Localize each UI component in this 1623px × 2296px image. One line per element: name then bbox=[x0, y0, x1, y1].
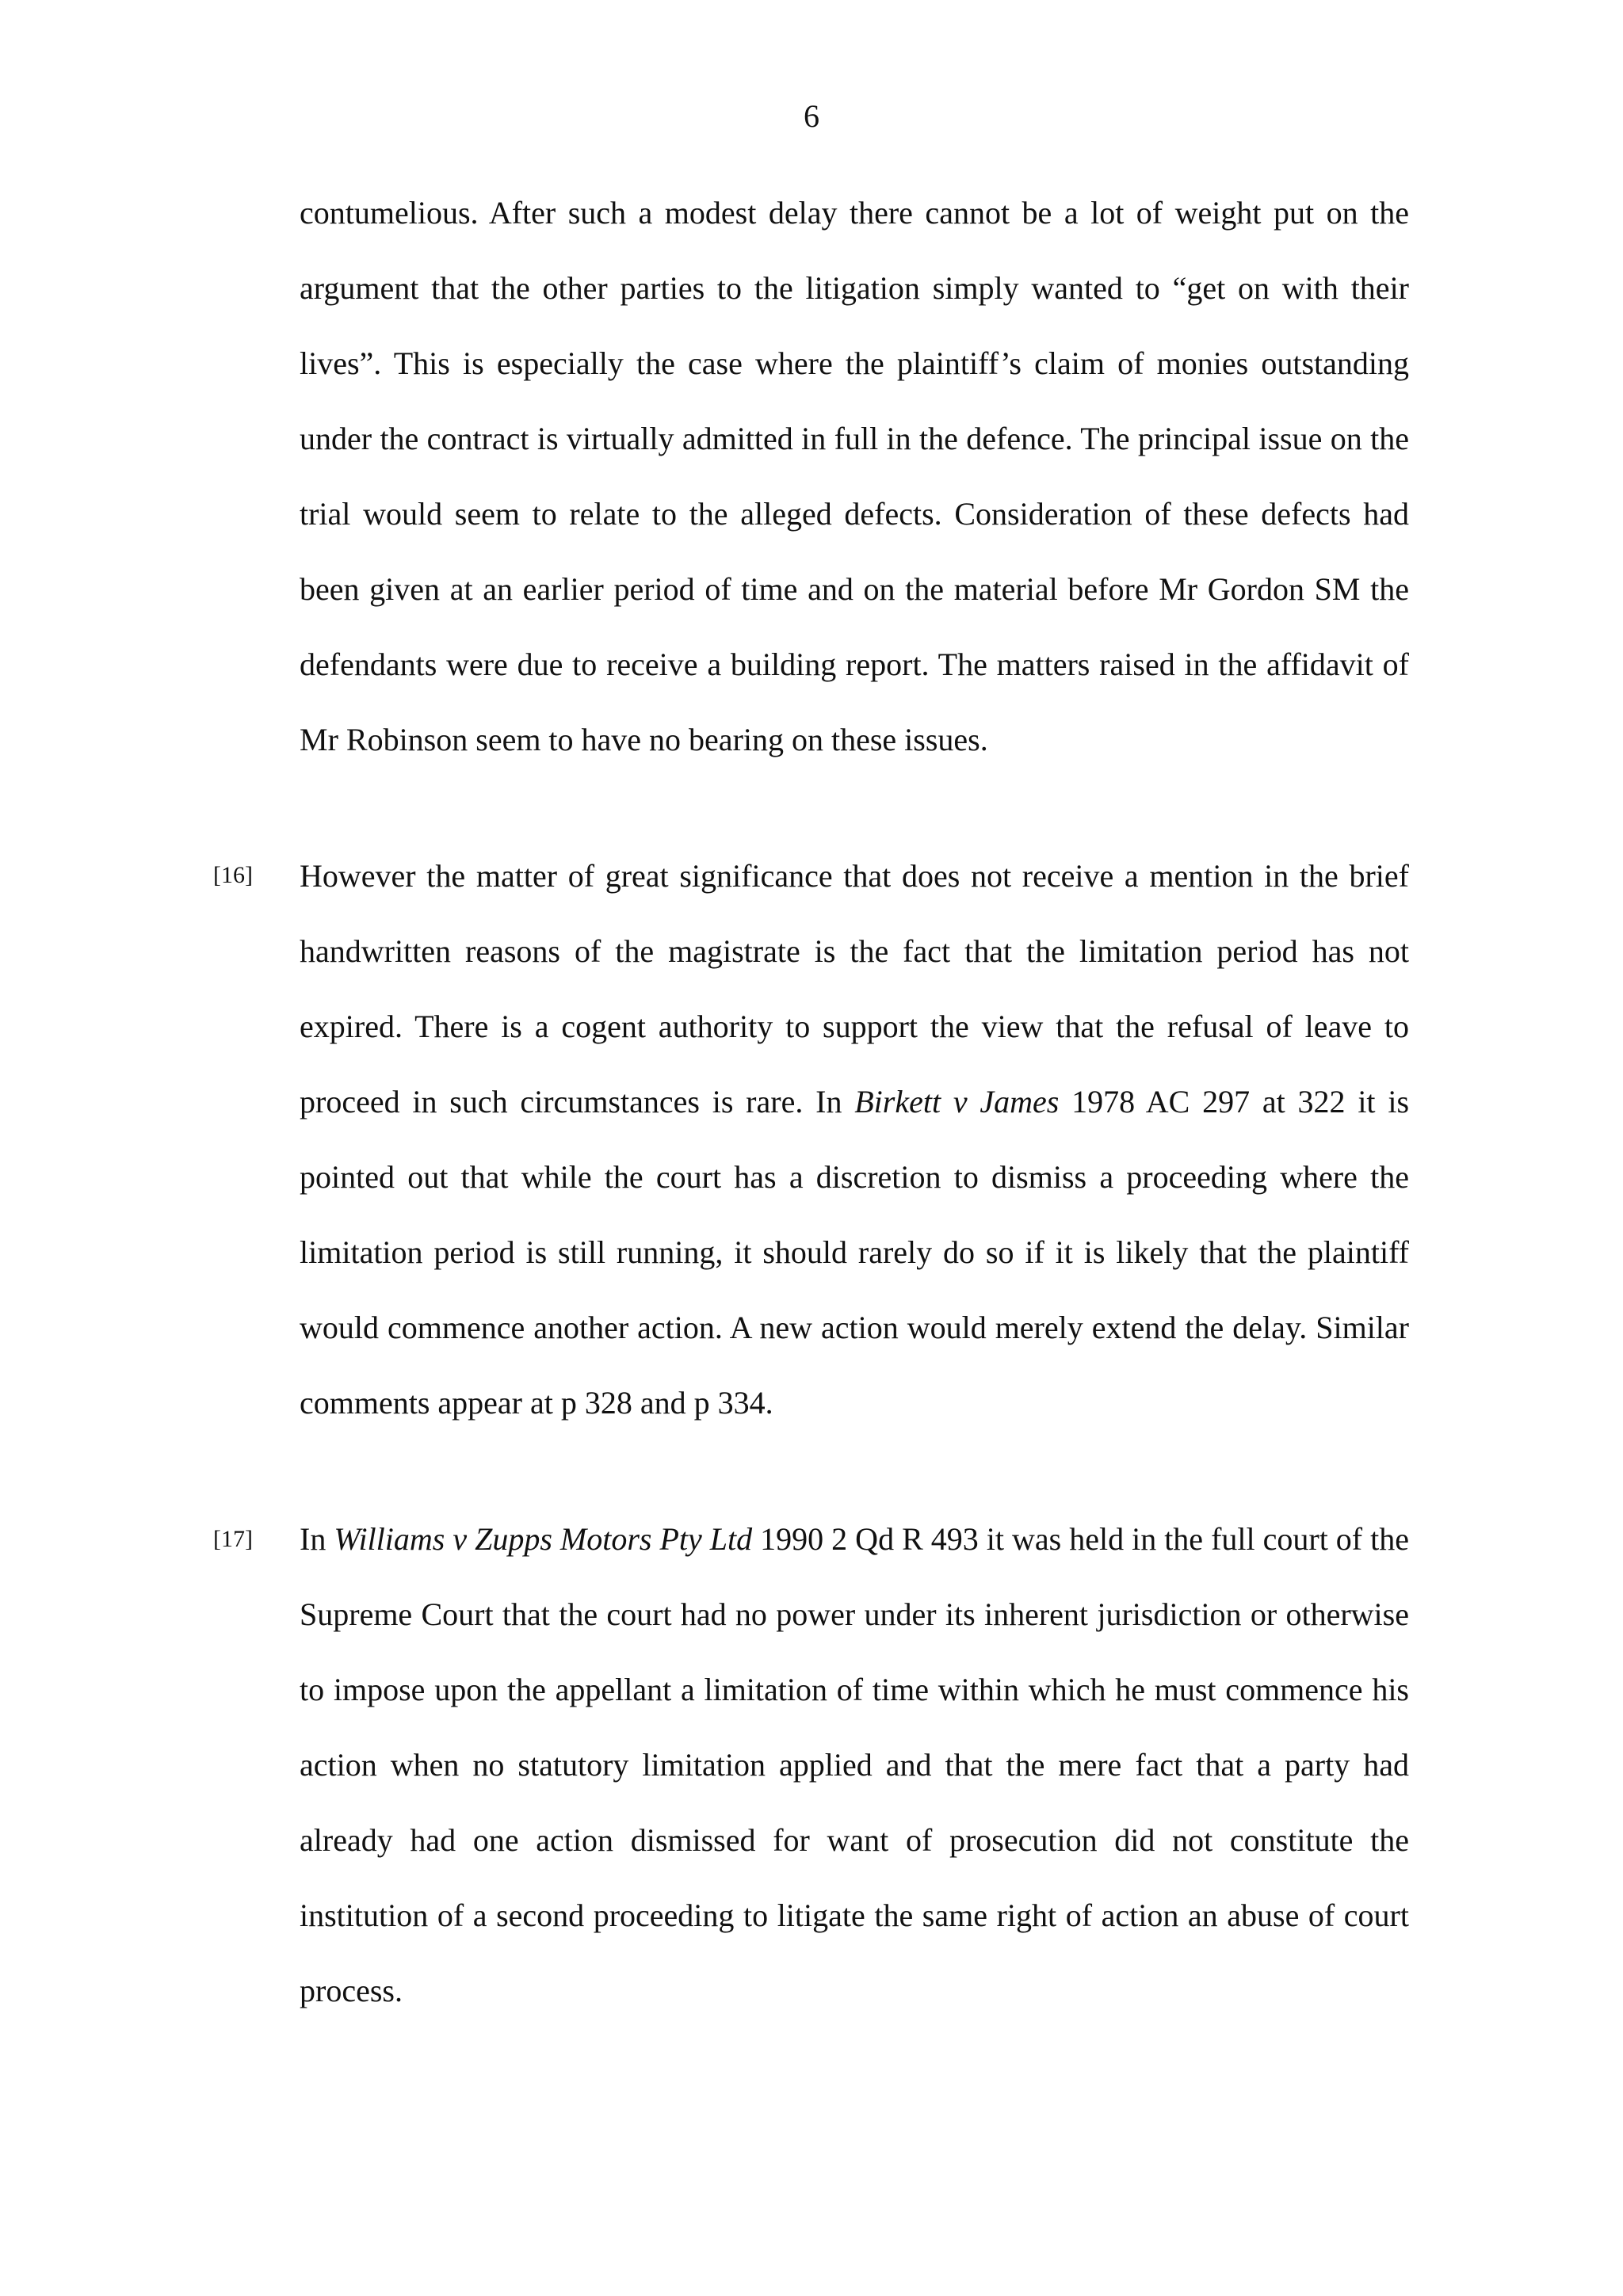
case-name-birkett: Birkett v James bbox=[854, 1084, 1060, 1119]
paragraph-number-17: [17] bbox=[213, 1526, 253, 1552]
paragraph-17 bbox=[300, 1501, 1409, 2028]
page-number: 6 bbox=[804, 98, 819, 134]
paragraph-17-text-b: 1990 2 Qd R 493 it was held in the full court of the Supreme Court that the court had no power under its inherent jurisdiction or otherwise to impose upon the appellant a limitation of time within which he must commence his action when no statutory limitation applied and that the mere fact that a party had already had one action dismissed for want of prosecution did not constitute the institution of a second proceeding to litigate the same right of action an abuse of court process. bbox=[300, 1521, 1409, 2008]
continuation-text: contumelious. After such a modest delay there cannot be a lot of weight put on the argument that the other parties to the litigation simply wanted to “get on with their lives”. This is especially the case where the plaintiff’s claim of monies outstanding under the contract is virtually admitted in full in the defence. The principal issue on the trial would seem to relate to the alleged defects. Consideration of these defects had been given at an earlier period of time and on the material before Mr Gordon SM the defendants were due to receive a building report. The matters raised in the affidavit of Mr Robinson seem to have no bearing on these issues. bbox=[300, 195, 1409, 757]
paragraph-number-16: [16] bbox=[213, 862, 253, 888]
paragraph-16-text-b: 1978 AC 297 at 322 it is pointed out that while the court has a discretion to dismiss a proceeding where the limitation period is still running, it should rarely do so if it is likely that the plaintiff would commence another action. A new action would merely extend the delay. Similar comments appear at p 328 and p 334. bbox=[300, 1084, 1410, 1421]
case-name-williams: Williams v Zupps Motors Pty Ltd bbox=[334, 1521, 753, 1557]
paragraph-16 bbox=[300, 838, 1409, 1440]
paragraph-17-text-a: In bbox=[300, 1521, 334, 1557]
continuation-paragraph bbox=[300, 175, 1409, 777]
paragraph-16-text-a: However the matter of great significance that does not receive a mention in the brief handwritten reasons of the magistrate is the fact that the limitation period has not expired. There is a cogent authority to support the view that the refusal of leave to proceed in such circumstances is rare. In bbox=[300, 858, 1409, 1119]
